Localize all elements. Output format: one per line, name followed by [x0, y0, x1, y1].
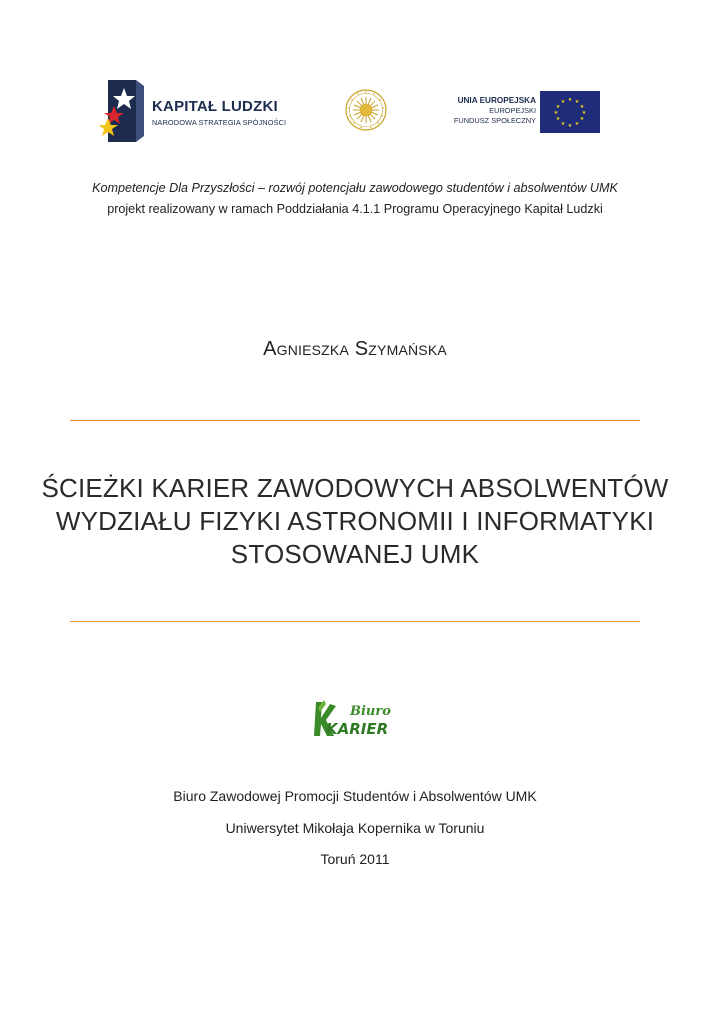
sun-seal-icon [344, 88, 388, 132]
svg-text:★: ★ [560, 99, 566, 105]
divider-top [70, 420, 640, 421]
eu-line-3: FUNDUSZ SPOŁECZNY [453, 116, 536, 125]
karier-word: KARIER [326, 720, 389, 738]
eu-line-1: UNIA EUROPEJSKA [457, 96, 536, 105]
svg-text:★: ★ [579, 104, 585, 110]
svg-text:★: ★ [555, 104, 561, 110]
title-line-2: WYDZIAŁU FIZYKI ASTRONOMII I INFORMATYKI [55, 506, 655, 536]
office-name: Biuro Zawodowej Promocji Studentów i Absolwentów UMK [173, 788, 537, 804]
program-line: projekt realizowany w ramach Poddziałania 4.1.1 Programu Operacyjnego Kapitał Ludzki [107, 202, 603, 216]
unia-europejska-logo [440, 88, 602, 136]
svg-text:★: ★ [574, 99, 580, 105]
title-line-1: ŚCIEŻKI KARIER ZAWODOWYCH ABSOLWENTÓW [41, 473, 669, 503]
svg-text:★: ★ [555, 116, 561, 122]
university-name: Uniwersytet Mikołaja Kopernika w Toruniu [225, 820, 485, 836]
place-and-year: Toruń 2011 [320, 851, 390, 867]
document-title [40, 472, 670, 571]
eu-text-block [454, 95, 536, 126]
eu-flag-icon [540, 91, 600, 133]
svg-text:★: ★ [581, 110, 587, 116]
kapital-ludzki-logo [100, 78, 300, 144]
svg-text:★: ★ [579, 116, 585, 122]
author-name: Agnieszka Szymańska [263, 338, 447, 360]
svg-text:★: ★ [574, 121, 580, 127]
svg-text:★: ★ [553, 110, 559, 116]
svg-text:★: ★ [560, 121, 566, 127]
kapital-ludzki-subtitle: NARODOWA STRATEGIA SPÓJNOŚCI [152, 118, 287, 127]
biuro-karier-emblem-icon [312, 698, 402, 740]
kapital-ludzki-emblem-icon [100, 78, 150, 144]
umk-seal-logo [344, 88, 388, 132]
divider-bottom [70, 621, 640, 622]
kapital-ludzki-title: KAPITAŁ LUDZKI [152, 98, 278, 115]
eu-line-2: EUROPEJSKI [489, 106, 536, 115]
biuro-word: Biuro [350, 704, 391, 719]
biuro-karier-logo [312, 698, 402, 740]
svg-text:★: ★ [567, 97, 573, 103]
svg-text:★: ★ [567, 123, 573, 129]
project-name-line: Kompetencje Dla Przyszłości – rozwój potencjału zawodowego studentów i absolwentów UMK [92, 181, 618, 195]
project-header [0, 178, 710, 220]
title-line-3: STOSOWANEJ UMK [230, 539, 480, 569]
